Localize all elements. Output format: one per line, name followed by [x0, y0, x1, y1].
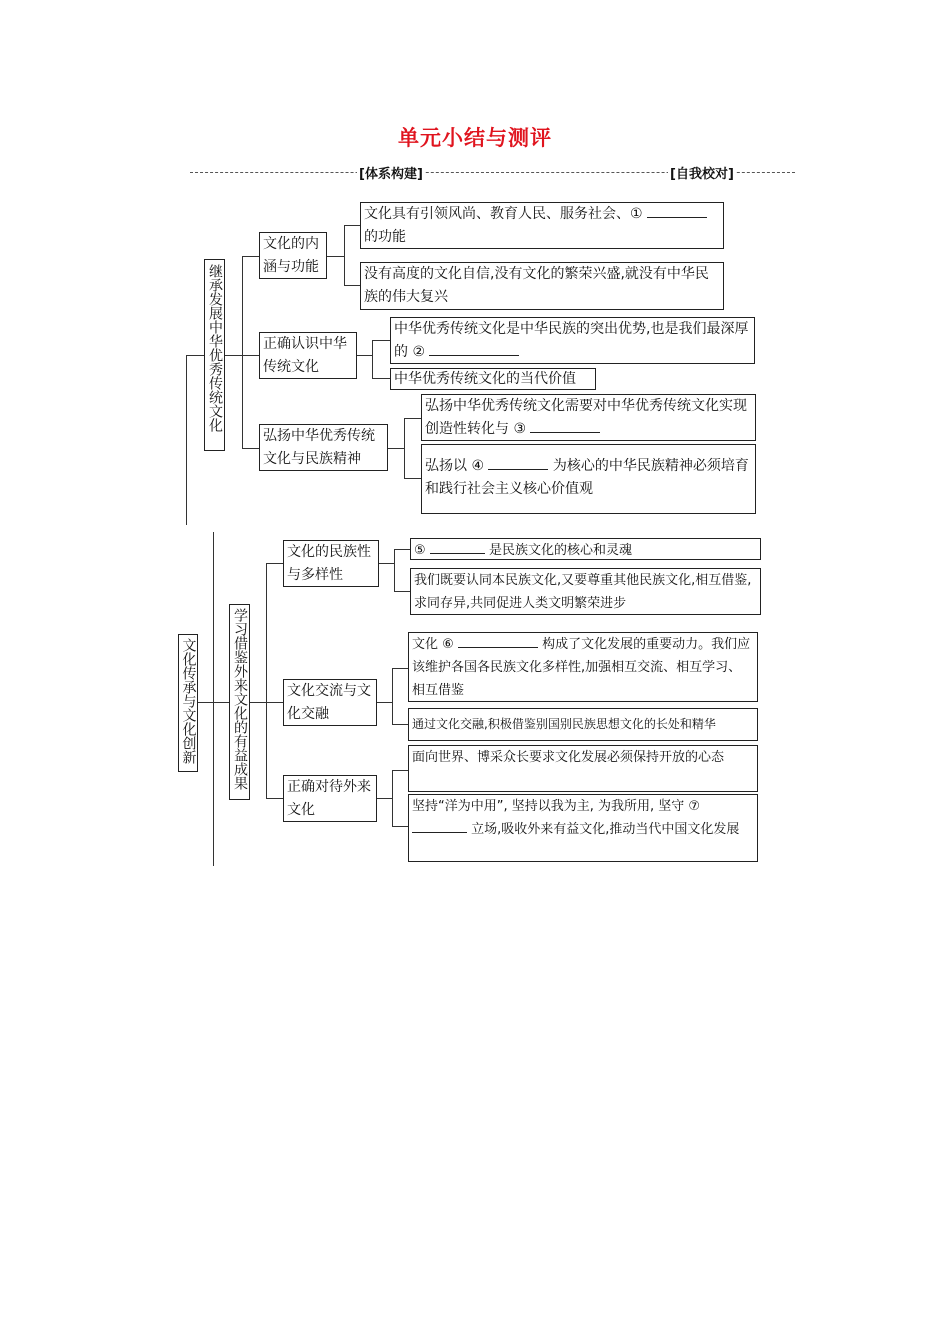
branch-label: 弘扬中华优秀传统文化与民族精神	[263, 428, 375, 467]
leaf-10	[408, 708, 758, 741]
blank-5	[430, 539, 485, 554]
connector	[392, 668, 408, 669]
branch-label: 文化交流与文化交融	[287, 683, 371, 722]
connector	[372, 340, 390, 341]
connector	[392, 724, 408, 725]
connector	[392, 826, 408, 827]
connector	[198, 702, 229, 703]
leaf-text: 构成了文化发展的重要动力。我们应该维护各国各民族文化多样性,加强相互交流、相互学习、相互借鉴	[412, 637, 751, 698]
blank-7	[412, 818, 467, 833]
leaf-text: 的功能	[364, 229, 406, 245]
connector	[394, 549, 395, 591]
leaf-text: 面向世界、博采众长要求文化发展必须保持开放的心态	[412, 750, 725, 765]
header-left: [体系构建]	[357, 163, 425, 182]
lower-mid-label: 学习借鉴外来文化的有益成果	[232, 608, 248, 790]
connector	[213, 532, 214, 866]
branch-label: 正确对待外来文化	[287, 779, 371, 818]
branch-exchange-fusion	[283, 679, 377, 726]
leaf-text: 弘扬中华优秀传统文化需要对中华优秀传统文化实现创造性转化与 ③	[425, 398, 747, 437]
leaf-text: 中华优秀传统文化是中华民族的突出优势,也是我们最深厚的 ②	[394, 321, 749, 360]
leaf-text: 通过文化交融,积极借鉴别国别民族思想文化的长处和精华	[412, 717, 716, 731]
connector	[404, 418, 405, 478]
leaf-text: 文化具有引领风尚、教育人民、服务社会、①	[364, 206, 643, 222]
connector	[372, 340, 373, 378]
leaf-text: 我们既要认同本民族文化,又要尊重其他民族文化,相互借鉴,求同存异,共同促进人类文明繁荣进步	[414, 573, 752, 611]
connector	[392, 668, 393, 724]
blank-1	[647, 203, 707, 218]
leaf-text: 弘扬以 ④	[425, 458, 485, 474]
connector	[372, 378, 390, 379]
connector	[344, 225, 360, 226]
upper-root	[204, 259, 225, 451]
connector	[392, 770, 408, 771]
blank-3	[530, 418, 600, 433]
upper-root-label: 继承发展中华优秀传统文化	[207, 264, 223, 432]
connector	[242, 448, 259, 449]
leaf-text: 文化 ⑥	[412, 637, 454, 652]
leaf-text: ⑤	[414, 543, 426, 558]
connector	[266, 563, 283, 564]
connector	[242, 256, 243, 449]
page-title: 单元小结与测评	[398, 126, 552, 150]
branch-national-diversity	[283, 540, 379, 587]
branch-treat-foreign	[283, 775, 377, 822]
lower-root-label: 文化传承与文化创新	[180, 638, 197, 764]
connector	[377, 798, 392, 799]
leaf-8	[410, 568, 761, 615]
connector	[266, 702, 283, 703]
connector	[242, 355, 259, 356]
connector	[266, 798, 283, 799]
leaf-text: 立场,吸收外来有益文化,推动当代中国文化发展	[471, 822, 740, 837]
connector	[266, 563, 267, 799]
leaf-text: 为核心的中华民族精神必须培育和践行社会主义核心价值观	[425, 458, 749, 497]
leaf-12	[408, 794, 758, 862]
connector	[225, 355, 242, 356]
branch-culture-meaning	[259, 232, 327, 279]
leaf-9	[408, 632, 758, 702]
connector	[344, 285, 360, 286]
connector	[186, 355, 187, 525]
connector	[186, 355, 204, 356]
lower-root	[178, 634, 198, 772]
leaf-6	[421, 444, 756, 514]
leaf-4	[390, 368, 596, 390]
connector	[242, 256, 259, 257]
connector	[250, 702, 266, 703]
connector	[404, 478, 421, 479]
branch-label: 文化的内涵与功能	[263, 236, 319, 275]
lower-mid	[229, 604, 250, 800]
branch-promote-culture	[259, 424, 388, 471]
leaf-text: 坚持“洋为中用”, 坚持以我为主, 为我所用, 坚守 ⑦	[412, 799, 701, 814]
branch-label: 正确认识中华传统文化	[263, 336, 347, 375]
branch-correct-understanding	[259, 332, 357, 379]
connector	[388, 448, 404, 449]
blank-2	[429, 341, 519, 356]
blank-4	[488, 455, 548, 470]
connector	[344, 225, 345, 285]
connector	[394, 549, 410, 550]
connector	[404, 418, 421, 419]
connector	[379, 563, 394, 564]
branch-label: 文化的民族性与多样性	[287, 544, 371, 583]
leaf-11	[408, 745, 758, 792]
leaf-text: 是民族文化的核心和灵魂	[488, 543, 632, 558]
leaf-5	[421, 394, 756, 441]
leaf-text: 中华优秀传统文化的当代价值	[394, 371, 576, 387]
leaf-1	[360, 202, 724, 249]
leaf-7	[410, 538, 761, 560]
header-right: [自我校对]	[668, 163, 736, 182]
connector	[357, 355, 372, 356]
blank-6	[458, 633, 538, 648]
leaf-text: 没有高度的文化自信,没有文化的繁荣兴盛,就没有中华民族的伟大复兴	[364, 266, 709, 305]
connector	[327, 256, 344, 257]
leaf-2	[360, 262, 724, 310]
connector	[377, 702, 392, 703]
leaf-3	[390, 317, 755, 364]
connector	[392, 770, 393, 826]
connector	[394, 591, 410, 592]
